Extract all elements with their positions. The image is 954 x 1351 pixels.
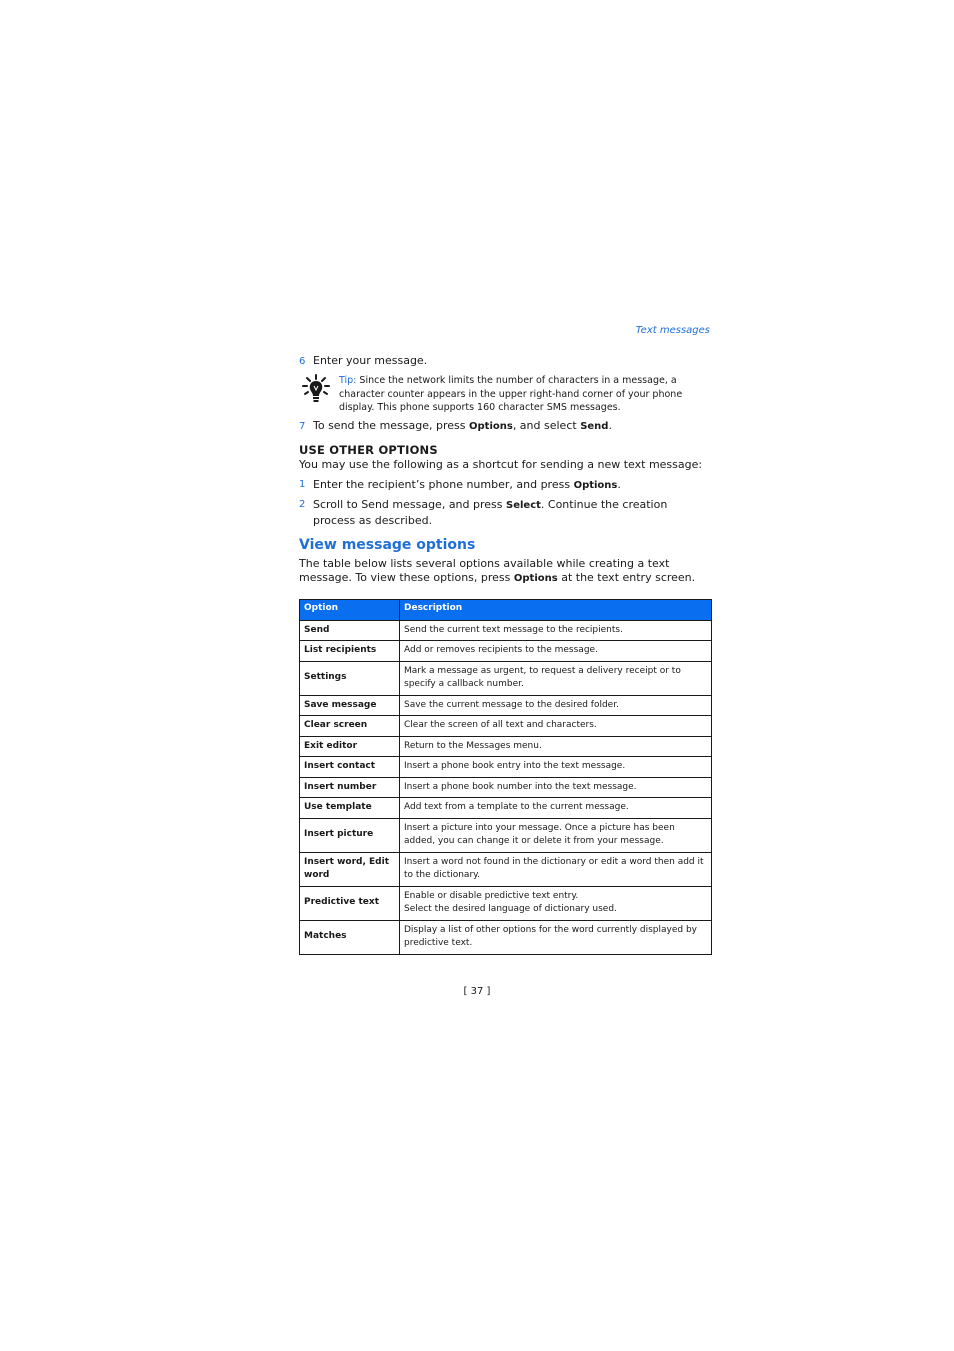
description-cell: Insert a picture into your message. Once a picture has been added, you can change it or delete it from your message.: [400, 818, 712, 852]
description-cell: Clear the screen of all text and characters.: [400, 716, 712, 737]
option-cell: Exit editor: [300, 736, 400, 757]
table-row: [300, 641, 712, 662]
option-cell: Settings: [300, 661, 400, 695]
tip-label: Tip:: [339, 375, 357, 386]
table-row: [300, 886, 712, 920]
table-row: [300, 920, 712, 954]
softkey-options: Options: [469, 420, 513, 432]
step-number: 7: [299, 420, 306, 432]
description-cell: Add or removes recipients to the message.: [400, 641, 712, 662]
option-cell: Insert number: [300, 777, 400, 798]
step-text: Enter the recipient’s phone number, and press: [313, 477, 574, 491]
tip-box: [299, 374, 712, 415]
option-cell: Matches: [300, 920, 400, 954]
table-row: [300, 777, 712, 798]
table-row: [300, 852, 712, 886]
page-content: [299, 353, 712, 955]
step-7: [299, 418, 712, 434]
options-table: [299, 599, 712, 955]
option-cell: Clear screen: [300, 716, 400, 737]
description-cell: Insert a word not found in the dictionary or edit a word then add it to the dictionary.: [400, 852, 712, 886]
header-option: Option: [300, 599, 400, 620]
description-line: Enable or disable predictive text entry.: [404, 890, 579, 901]
step-text: To send the message, press: [313, 418, 469, 432]
table-header-row: [300, 599, 712, 620]
description-cell: Save the current message to the desired folder.: [400, 695, 712, 716]
description-cell: Add text from a template to the current message.: [400, 798, 712, 819]
header-description: Description: [400, 599, 712, 620]
table-row: [300, 798, 712, 819]
option-cell: Predictive text: [300, 886, 400, 920]
table-row: [300, 716, 712, 737]
table-row: [300, 818, 712, 852]
step-text: , and select: [512, 418, 581, 432]
tip-text: Since the network limits the number of characters in a message, a character counter appears in the upper right-hand corner of your phone display. This phone supports 160 character SMS messages.: [339, 375, 683, 413]
description-cell: [400, 886, 712, 920]
lightbulb-icon: [302, 374, 330, 404]
option-cell: Insert word, Edit word: [300, 852, 400, 886]
step-6: [299, 353, 712, 369]
intro-text: The table below lists several options available while creating a text message. To view these options, press: [299, 556, 670, 584]
use-other-intro: You may use the following as a shortcut for sending a new text message:: [299, 457, 703, 471]
option-cell: Use template: [300, 798, 400, 819]
description-cell: Insert a phone book entry into the text message.: [400, 757, 712, 778]
step-number: 2: [299, 498, 306, 510]
softkey-send: Send: [580, 420, 609, 432]
step-text: .: [608, 418, 612, 432]
softkey-options: Options: [513, 572, 558, 584]
description-line: Select the desired language of dictionary used.: [404, 904, 617, 914]
view-options-intro: [299, 557, 712, 586]
page-number: [ 37 ]: [463, 986, 491, 997]
step-1: [299, 477, 712, 493]
step-number: 6: [299, 356, 306, 367]
step-2: [299, 497, 712, 528]
description-cell: Mark a message as urgent, to request a delivery receipt or to specify a callback number.: [400, 661, 712, 695]
description-cell: Return to the Messages menu.: [400, 736, 712, 757]
use-other-options-heading: USE OTHER OPTIONS: [299, 442, 438, 457]
table-row: [300, 695, 712, 716]
table-row: [300, 661, 712, 695]
table-row: [300, 620, 712, 641]
section-title: View message options: [299, 536, 476, 553]
table-row: [300, 757, 712, 778]
intro-text: at the text entry screen.: [557, 570, 696, 584]
step-text: Scroll to Send message, and press: [313, 497, 506, 511]
step-text: . Continue the creation process as described.: [313, 497, 668, 527]
softkey-options: Options: [573, 479, 618, 491]
softkey-select: Select: [506, 499, 541, 511]
option-cell: Save message: [300, 695, 400, 716]
step-text: .: [617, 477, 621, 491]
option-cell: Send: [300, 620, 400, 641]
description-cell: Send the current text message to the recipients.: [400, 620, 712, 641]
description-cell: Insert a phone book number into the text message.: [400, 777, 712, 798]
step-text: Enter your message.: [313, 354, 428, 367]
description-cell: Display a list of other options for the word currently displayed by predictive text.: [400, 920, 712, 954]
option-cell: List recipients: [300, 641, 400, 662]
option-cell: Insert contact: [300, 757, 400, 778]
step-number: 1: [299, 478, 306, 490]
running-head: Text messages: [635, 325, 710, 336]
option-cell: Insert picture: [300, 818, 400, 852]
table-row: [300, 736, 712, 757]
